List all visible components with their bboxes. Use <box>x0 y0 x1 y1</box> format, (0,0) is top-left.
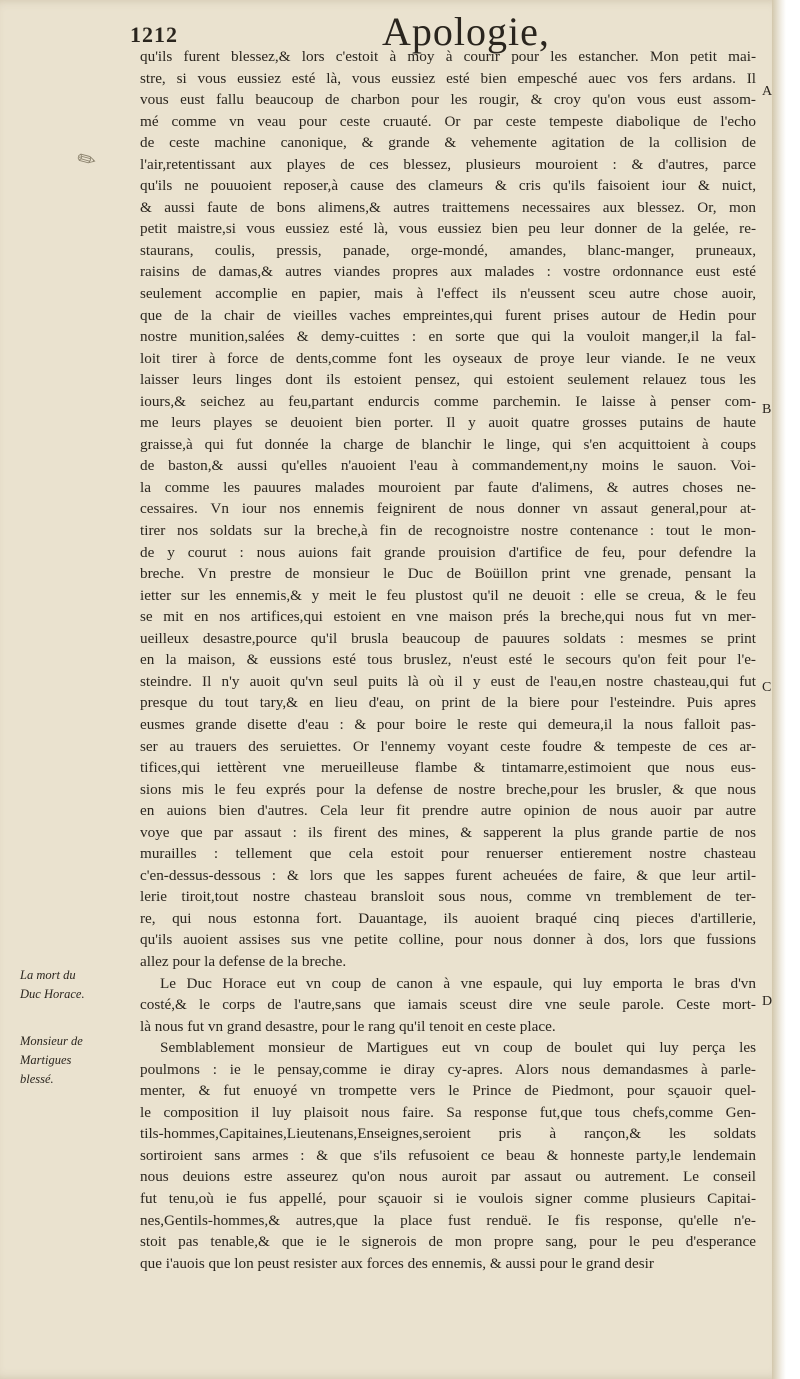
text-line: de y courut : nous auions fait grande prouision d'artifice de feu, pour defendre la <box>140 543 756 561</box>
margin-note-martigues <box>20 1032 120 1089</box>
page-edge <box>772 0 786 1379</box>
text-line: graisse,à qui fut donnée la charge de blanchir le linge, qui s'en acquittoient à coups <box>140 435 756 453</box>
text-line: lerie tiroit,tout nostre chasteau bransloit sous nous, comme vn tremblement de ter- <box>140 888 756 906</box>
running-head: Apologie, <box>382 9 550 54</box>
text-line: qu'ils furent blessez,& lors c'estoit à moy à courir pour les estancher. Mon petit mai- <box>140 48 756 65</box>
margin-note-line: Martigues <box>20 1053 72 1067</box>
text-line: que i'auois que lon peust resister aux forces des ennemis, & aussi pour le grand desir <box>140 1254 654 1272</box>
text-line: le composition il luy plaisoit nous faire. Sa response fut,que tous chefs,comme Gen- <box>140 1103 756 1121</box>
text-line: stre, si vous eussiez esté là, vous eussiez esté bien empesché auec vos fers ardans. Il <box>140 69 756 87</box>
margin-note-duc-horace <box>20 966 120 1004</box>
text-line: sions mis le feu exprés pour la defense de nostre breche,pour les brusler, & que nous <box>140 780 756 798</box>
text-line: que de la chair de vieilles vaches empreintes,qui furent prises autour de Hedin pour <box>140 306 756 324</box>
text-line: me leurs playes se deuoient bien porter. Il y auoit quatre grosses putains de haute <box>140 414 756 432</box>
text-line: Le Duc Horace eut vn coup de canon à vne espaule, qui luy emporta le bras d'vn <box>160 974 756 992</box>
text-line: stoit pas tenable,& que ie le signerois de mon propre sang, pour le peu d'esperance <box>140 1233 756 1251</box>
text-line: cessaires. Vn iour nos ennemis feignirent de nous donner vn assaut general,pour at- <box>140 500 756 518</box>
text-line: tifices,qui iettèrent vne merueilleuse flambe & tintamarre,estimoient que nous eus- <box>140 759 756 777</box>
text-line: breche. Vn prestre de monsieur le Duc de Boüillon print vne grenade, pensant la <box>140 565 756 583</box>
text-line: de baston,& aussi qu'elles n'auoient l'eau à commandement,ny moins le sauon. Voi- <box>140 457 756 475</box>
text-line: Semblablement monsieur de Martigues eut vn coup de boulet qui luy perça les <box>160 1039 756 1057</box>
text-line: l'air,retentissant aux playes de ces blessez, plusieurs mouroient : & d'autres, parce <box>140 155 756 173</box>
text-line: seulement accomplie en papier, mais à l'effect ils n'eussent sceu autre chose auoir, <box>140 285 756 303</box>
text-line: de ceste machine canonique, & grande & vehemente agitation de la collision de <box>140 134 756 152</box>
margin-note-line: Monsieur de <box>20 1034 83 1048</box>
text-line: iours,& seichez au feu,partant endurcis comme parchemin. Ie laisse à penser com- <box>140 392 756 410</box>
text-line: loit tirer à force de dents,comme font les oyseaux de proye leur viande. Ie ne veux <box>140 349 756 367</box>
text-line: petit maistre,si vous eussiez esté là, vous eussiez bien peu leur donner de la gelée, re- <box>140 220 756 238</box>
text-line: qu'ils auoient assises sus vne petite colline, pour nous donner à dos, lors que fussions <box>140 931 756 949</box>
margin-note-line: La mort du <box>20 968 76 982</box>
text-line: nostre munition,salées & demy-cuittes : en sorte que qui la vouloit manger,il la fal- <box>140 328 756 346</box>
text-line: staurans, coulis, pressis, panade, orge-mondé, amandes, blanc-manger, pruneaux, <box>140 241 756 259</box>
margin-letter-a: A <box>762 84 773 99</box>
text-line: sortiroient sans armes : & que s'ils refusoient ce beau & honneste party,le lendemain <box>140 1146 756 1164</box>
text-line: tirer nos soldats sur la breche,à fin de recognoistre nostre contenance : tout le mon- <box>140 522 756 540</box>
text-line: laisser leurs linges dont ils estoient pensez, qui estoient seulement relauez tous les <box>140 371 756 389</box>
text-line: se mit en nos artifices,qui estoient en vne maison prés la breche,qui nous fut vn mer- <box>140 608 756 626</box>
text-line: murailles : tellement que cela estoit pour renuerser entierement nostre chasteau <box>140 845 756 863</box>
text-line: mé comme vn veau pour ceste cruauté. Or par ceste tempeste diabolique de l'echo <box>140 112 756 130</box>
text-line: en la maison, & eussions esté tous bruslez, n'eust esté le secours qu'on feit pour l'e- <box>140 651 756 669</box>
text-line: nes,Gentils-hommes,& autres,que la place fust renduë. Ie fis response, qu'elle n'e- <box>140 1211 756 1229</box>
text-line: poulmons : ie le pensay,comme ie diray cy-apres. Alors nous demandasmes à parle- <box>140 1060 756 1078</box>
page-number: 1212 <box>130 22 178 47</box>
text-line: qu'ils ne pouuoient reposer,à cause des clameurs & cris qu'ils faisoient iour & nuict, <box>140 177 756 195</box>
margin-letter-c: C <box>762 680 772 695</box>
text-line: en auions bien d'autres. Cela leur fit prendre autre opinion de nous auoir par autre <box>140 802 756 820</box>
text-line: là nous fut vn grand desastre, pour le rang qu'il tenoit en ceste place. <box>140 1017 556 1035</box>
margin-letter-b: B <box>762 402 772 417</box>
text-line: raisins de damas,& autres viandes propres aux malades : vostre ordonnance eust esté <box>140 263 756 281</box>
margin-note-line: blessé. <box>20 1072 54 1086</box>
text-line: eusmes grande disette d'eau : & pour boire le reste qui demeura,il la nous falloit pas- <box>140 715 756 733</box>
text-line: nous deuions estre asseurez qu'on nous auroit par assaut ou autrement. Le conseil <box>140 1168 756 1186</box>
text-line: re, qui nous estonna fort. Dauantage, ils auoient braqué cinq pieces d'artillerie, <box>140 909 756 927</box>
text-line: ietter sur les ennemis,& y meit le feu plustost qu'il ne deuoit : elle se creua, & le feu <box>140 586 756 604</box>
text-line: steindre. Il n'y auoit qu'vn seul puits là où il y eust de l'eau,en nostre chasteau,qui fut <box>140 672 756 690</box>
text-line: menter, & fut enuoyé vn trompette vers le Prince de Piedmont, pour sçauoir quel- <box>140 1082 756 1100</box>
margin-letter-d: D <box>762 994 773 1009</box>
text-line: voye que par assaut : ils firent des mines, & sapperent la plus grande partie de nos <box>140 823 756 841</box>
text-line: & aussi faute de bons alimens,& autres traittemens necessaires aux blessez. Or, mon <box>140 198 756 216</box>
text-line: vous eust fallu beaucoup de charbon pour les rougir, & croy qu'on vous eust assom- <box>140 91 756 109</box>
text-line: fut tenu,où ie fus appellé, pour sçauoir si ie voulois signer comme plusieurs Capitai- <box>140 1189 756 1207</box>
text-line: ueilleux desastre,pource qu'il brusla beaucoup de pauures soldats : mesmes se print <box>140 629 756 647</box>
text-line: presque du tout tary,& en lieu d'eau, on print de la biere pour l'esteindre. Puis apres <box>140 694 756 712</box>
text-line: ser au trauers des seruiettes. Or l'ennemy voyant ceste foudre & tempeste de ces ar- <box>140 737 756 755</box>
body-text <box>140 46 756 1274</box>
text-line: la comme les pauures malades mouroient par faute d'alimens, & autres choses ne- <box>140 478 756 496</box>
ornament-mark: ✎ <box>72 145 102 176</box>
text-line: costé,& le corps de l'autre,sans que iamais sceust dire vne seule parole. Ceste mort- <box>140 996 756 1014</box>
text-line: tils-hommes,Capitaines,Lieutenans,Enseignes,seroient pris à rançon,& les soldats <box>140 1125 756 1143</box>
text-line: allez pour la defense de la breche. <box>140 952 347 970</box>
text-line: c'en-dessus-dessous : & lors que les sappes furent acheuées de faire, & que leur artil- <box>140 866 756 884</box>
margin-note-line: Duc Horace. <box>20 987 85 1001</box>
